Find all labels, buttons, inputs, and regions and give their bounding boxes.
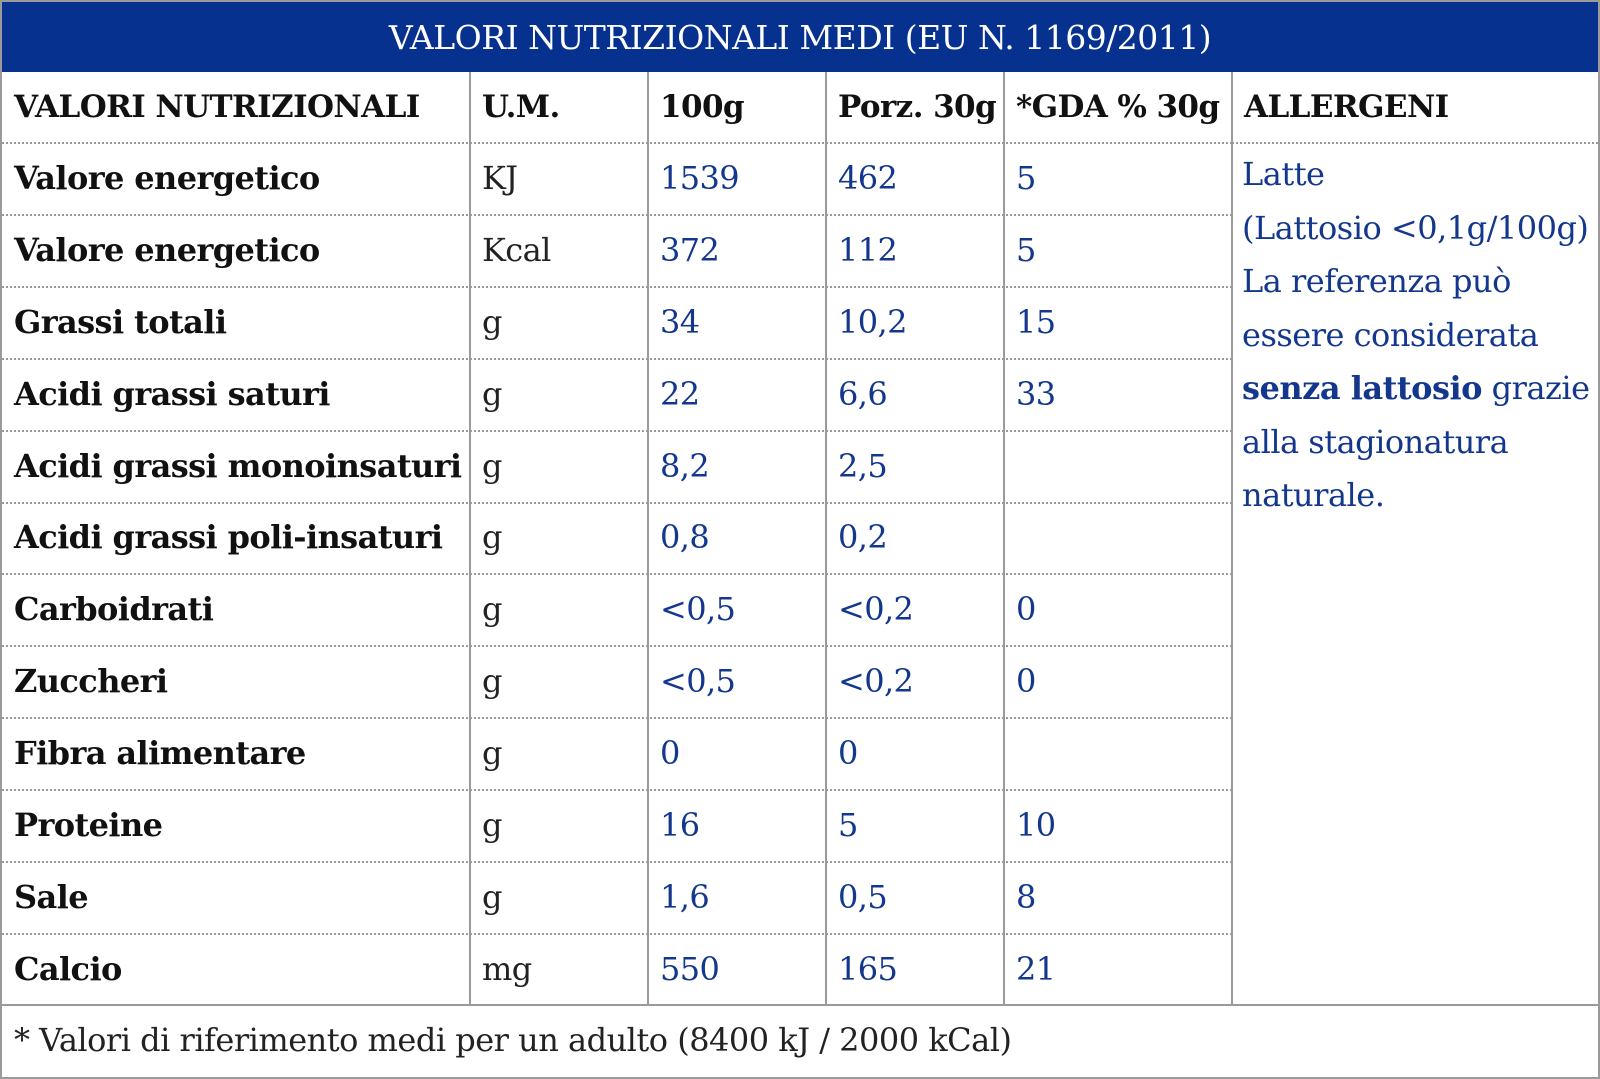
allergen-header-divider [1232,142,1598,144]
allergen-lactose-note: (Lattosio <0,1g/100g) [1242,208,1589,247]
value-gda: 10 [1016,806,1056,845]
value-per-portion: <0,2 [838,662,914,701]
value-per-100g: 22 [660,374,700,413]
nutrient-name: Acidi grassi saturi [14,374,330,413]
value-per-100g: <0,5 [660,590,736,629]
header-portion: Porz. 30g [838,89,997,125]
nutrient-unit: g [482,302,502,341]
nutrient-name: Acidi grassi monoinsaturi [14,446,462,485]
nutrient-unit: Kcal [482,230,551,269]
value-gda [1004,502,1232,574]
nutrient-name: Grassi totali [14,302,227,341]
header-unit: U.M. [482,89,560,125]
column-divider [647,72,649,1005]
column-divider [1231,72,1233,1005]
value-per-100g: 34 [660,302,700,341]
value-per-100g: 0 [660,734,680,773]
nutrient-unit: g [482,518,502,557]
value-per-100g: 16 [660,806,700,845]
value-gda [1004,430,1232,502]
value-per-100g: 1,6 [660,877,710,916]
value-gda: 5 [1016,158,1036,197]
nutrient-unit: KJ [482,158,518,197]
header-divider [2,142,1232,144]
column-divider [469,72,471,1005]
value-per-portion: <0,2 [838,590,914,629]
nutrient-unit: g [482,877,502,916]
nutrient-unit: g [482,806,502,845]
value-gda [1004,717,1232,789]
nutrient-name: Proteine [14,806,163,845]
header-name: VALORI NUTRIZIONALI [14,89,420,125]
value-per-portion: 0,5 [838,877,888,916]
header-allergens: ALLERGENI [1244,89,1449,125]
nutrient-unit: g [482,734,502,773]
nutrient-unit: g [482,662,502,701]
value-per-100g: <0,5 [660,662,736,701]
value-per-100g: 8,2 [660,446,710,485]
nutrient-unit: g [482,446,502,485]
value-gda: 15 [1016,302,1056,341]
value-per-portion: 6,6 [838,374,888,413]
value-gda: 8 [1016,877,1036,916]
value-gda: 33 [1016,374,1056,413]
value-per-portion: 0,2 [838,518,888,557]
nutrient-name: Zuccheri [14,662,168,701]
value-per-100g: 550 [660,949,720,988]
nutrient-unit: g [482,374,502,413]
allergen-name: Latte [1242,155,1325,193]
value-per-portion: 5 [838,806,858,845]
header-per100: 100g [660,89,744,125]
value-gda: 5 [1016,230,1036,269]
value-per-portion: 0 [838,734,858,773]
nutrient-unit: mg [482,949,532,988]
footnote: * Valori di riferimento medi per un adulto (8400 kJ / 2000 kCal) [14,1021,1012,1059]
column-divider [1003,72,1005,1005]
header-gda: *GDA % 30g [1016,89,1220,125]
value-per-portion: 462 [838,158,898,197]
nutrient-name: Valore energetico [14,158,320,197]
value-per-portion: 2,5 [838,446,888,485]
allergen-text-before: La referenza può essere considerata [1242,262,1539,354]
allergens-text [1242,148,1594,523]
value-gda: 0 [1016,590,1036,629]
column-divider [825,72,827,1005]
nutrient-name: Acidi grassi poli-insaturi [14,518,443,557]
value-per-100g: 372 [660,230,720,269]
table-title: VALORI NUTRIZIONALI MEDI (EU N. 1169/2011) [2,2,1598,72]
allergen-text-after: grazie alla stagionatura naturale. [1242,369,1590,514]
value-per-100g: 1539 [660,158,740,197]
nutrient-name: Carboidrati [14,590,214,629]
lactose-free-emphasis: senza lattosio [1242,369,1482,407]
value-per-100g: 0,8 [660,518,710,557]
nutrient-name: Sale [14,877,88,916]
value-per-portion: 112 [838,230,898,269]
allergen-description [1242,255,1594,523]
nutrient-name: Valore energetico [14,230,320,269]
value-per-portion: 10,2 [838,302,907,341]
value-gda: 0 [1016,662,1036,701]
nutrient-unit: g [482,590,502,629]
nutrient-name: Fibra alimentare [14,734,306,773]
value-per-portion: 165 [838,949,898,988]
value-gda: 21 [1016,949,1056,988]
nutrient-name: Calcio [14,949,122,988]
